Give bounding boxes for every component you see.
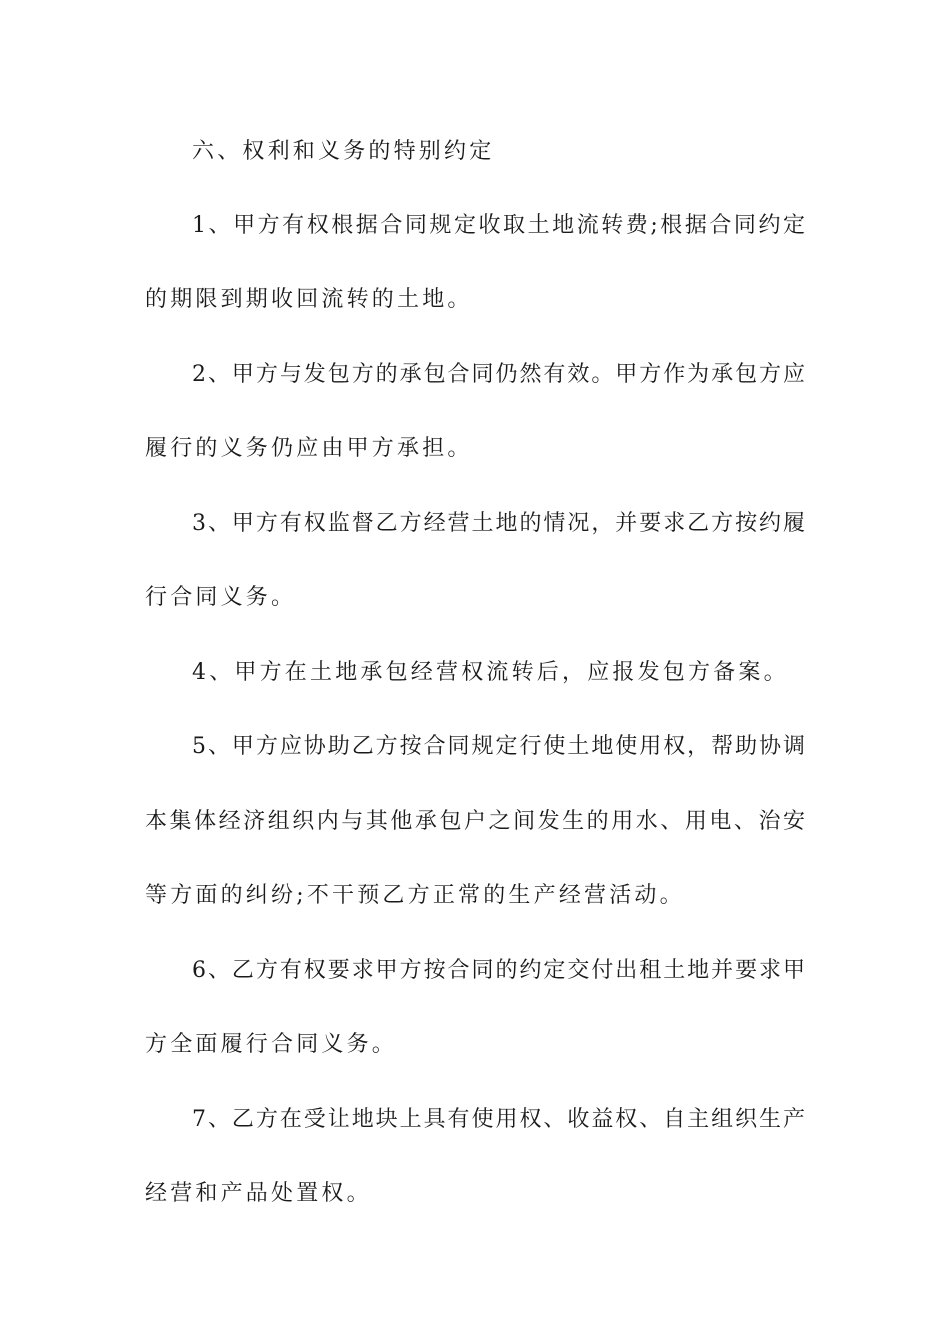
paragraph-line: 2、甲方与发包方的承包合同仍然有效。甲方作为承包方应 [192, 362, 805, 387]
paragraph-line: 的期限到期收回流转的土地。 [145, 287, 473, 312]
paragraph-line: 5、甲方应协助乙方按合同规定行使土地使用权，帮助协调 [192, 734, 805, 759]
paragraph-line: 6、乙方有权要求甲方按合同的约定交付出租土地并要求甲 [192, 958, 805, 983]
paragraph-line: 1、甲方有权根据合同规定收取土地流转费;根据合同约定 [192, 213, 805, 238]
paragraph-line: 行合同义务。 [145, 585, 297, 610]
paragraph-line: 等方面的纠纷;不干预乙方正常的生产经营活动。 [145, 883, 685, 908]
paragraph-line: 履行的义务仍应由甲方承担。 [145, 436, 473, 461]
paragraph-line: 经营和产品处置权。 [145, 1181, 372, 1206]
paragraph-line: 3、甲方有权监督乙方经营土地的情况，并要求乙方按约履 [192, 511, 805, 536]
paragraph-line: 方全面履行合同义务。 [145, 1032, 398, 1057]
paragraph-line: 本集体经济组织内与其他承包户之间发生的用水、用电、治安 [145, 809, 805, 834]
section-heading: 六、权利和义务的特别约定 [192, 139, 495, 164]
paragraph-line: 4、甲方在土地承包经营权流转后，应报发包方备案。 [192, 660, 789, 685]
paragraph-line: 7、乙方在受让地块上具有使用权、收益权、自主组织生产 [192, 1107, 805, 1132]
